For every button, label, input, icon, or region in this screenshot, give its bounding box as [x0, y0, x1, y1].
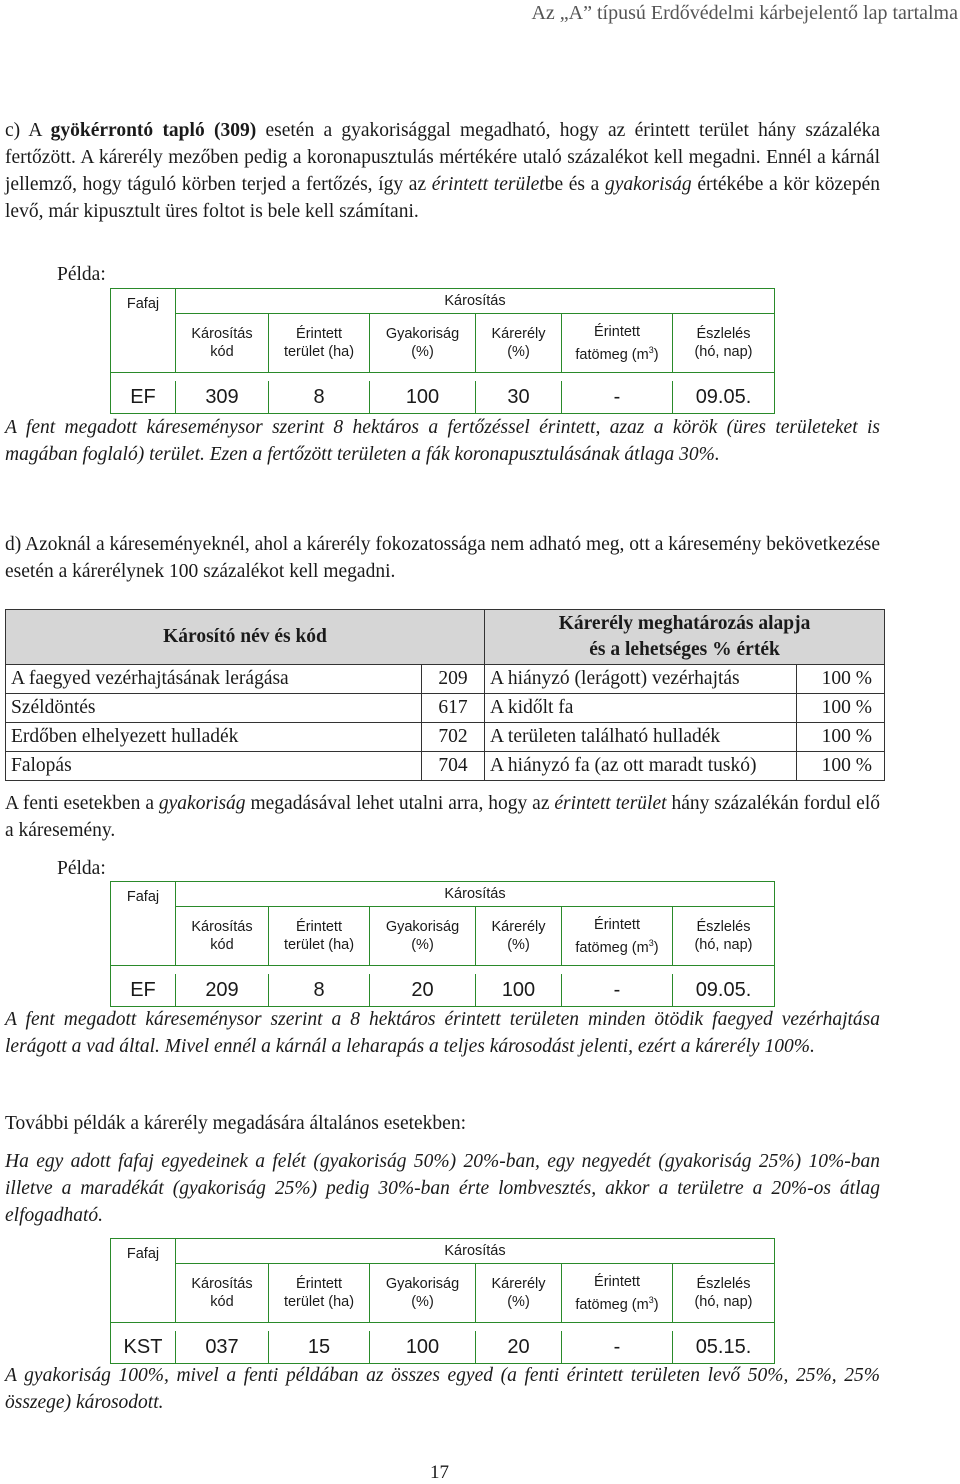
table-row: Széldöntés 617 A kidőlt fa 100 %	[6, 694, 885, 723]
text: be és a	[544, 174, 605, 195]
col-terulet: Érintett terület (ha)	[269, 314, 370, 373]
bold-term: gyökérrontó tapló (309)	[50, 120, 257, 141]
note-4: A gyakoriság 100%, mivel a fenti példában az összes egyed (a fenti érintett területen levő 50%, 25%, 25% összege) károsodott.	[5, 1365, 880, 1413]
col-fafaj: Fafaj	[111, 289, 176, 373]
table-row: Erdőben elhelyezett hulladék 702 A területen található hulladék 100 %	[6, 723, 885, 752]
table-row: EF 309 8 100 30 - 09.05.	[111, 381, 775, 414]
text: százaléka fertőzött. A kárerély mezőben pedig a koronapusztulás mértékére utaló százalékot	[5, 120, 881, 168]
paragraph-e: A fenti esetekben a gyakoriság megadásával lehet utalni arra, hogy az érintett terület hány százalékán fordul elő a káresemény.	[5, 793, 880, 841]
text: c) A	[5, 120, 51, 141]
paragraph-d: d) Azoknál a káreseményeknél, ahol a kárerély fokozatossága nem adható meg, ott a káresemény bekövetkezése esetén a kárerélynek 100 százalékot kell megadni.	[5, 534, 880, 582]
text: értékébe a kör közepén levő, már kipusztult üres foltot is bele kell	[5, 174, 880, 222]
italic-term: terület	[493, 174, 545, 195]
header-karerely: Kárerély meghatározás alapja és a lehetséges % érték	[485, 610, 885, 665]
col-gyakorisag: Gyakoriság (%)	[370, 314, 476, 373]
example-label-1: Példa:	[57, 264, 106, 285]
note-1: A fent megadott káreseménysor szerint 8 hektáros a fertőzéssel érintett, azaz a körök (üres területeket is magában foglaló) terület. Ezen a fertőzött területen a fák koronapusztulásának átlaga 30%.	[5, 417, 880, 465]
text: esetén a gyakorisággal megadható, hogy az érintett terület hány	[256, 120, 797, 141]
note-3: Ha egy adott fafaj egyedeinek a felét (gyakoriság 50%) 20%-ban, egy negyedét (gyakoriság 25%) 10%-ban illetve a maradékát (gyakoriság 25%) pedig 30%-ban érte lombvesztés, akkor a területre a 20%-os átlag elfogadható.	[5, 1151, 880, 1226]
table-row: Falopás 704 A hiányzó fa (az ott maradt tuskó) 100 %	[6, 752, 885, 781]
col-group-karositas: Károsítás	[176, 289, 775, 314]
example-label-2: Példa:	[57, 858, 106, 879]
text: számítani.	[339, 201, 419, 222]
table-row: EF 209 8 20 100 - 09.05.	[111, 974, 775, 1007]
italic-term: érintett	[431, 174, 489, 195]
col-kod: Károsítás kód	[176, 314, 269, 373]
page-number: 17	[430, 1462, 449, 1483]
further-examples-heading: További példák a kárerély megadására általános esetekben:	[5, 1113, 467, 1134]
table-row: A faegyed vezérhajtásának lerágása 209 A hiányzó (lerágott) vezérhajtás 100 %	[6, 665, 885, 694]
col-eszleles: Észlelés (hó, nap)	[673, 314, 775, 373]
col-fatomeg: Érintett fatömeg $(m^3)$	[562, 314, 673, 373]
example-table-2: Fafaj Károsítás Károsítás kód Érintett terület (ha) Gyakoriság (%) Kárerély (%) Érintett fatömeg $(m^3)$ Észlelés (hó, nap) EF 209 8 20 100 - 09.05.	[110, 881, 775, 1007]
note-2: A fent megadott káreseménysor szerint a 8 hektáros érintett területen minden ötödik faegyed vezérhajtása lerágott a vad által. Mivel ennél a kárnál a leharapás a teljes károsodást jelenti, ezért a kárerély 100%.	[5, 1009, 880, 1057]
text: kell megadni. Ennél a kárnál jellemző, hogy táguló körben terjed a fertőzés, így az	[5, 147, 880, 195]
table-row: KST 037 15 100 20 - 05.15.	[111, 1331, 775, 1364]
running-header: Az „A” típusú Erdővédelmi kárbejelentő lap tartalma	[531, 2, 958, 24]
example-table-1	[110, 288, 775, 414]
col-karerely: Kárerély (%)	[476, 314, 562, 373]
header-karosito: Károsító név és kód	[6, 610, 485, 665]
damage-code-table	[5, 609, 885, 781]
example-table-3: Fafaj Károsítás Károsítás kód Érintett terület (ha) Gyakoriság (%) Kárerély (%) Érintett fatömeg $(m^3)$ Észlelés (hó, nap) KST 037 15 100 20 - 05.15.	[110, 1238, 775, 1364]
paragraph-c	[5, 117, 880, 225]
italic-term: gyakoriság	[605, 174, 692, 195]
